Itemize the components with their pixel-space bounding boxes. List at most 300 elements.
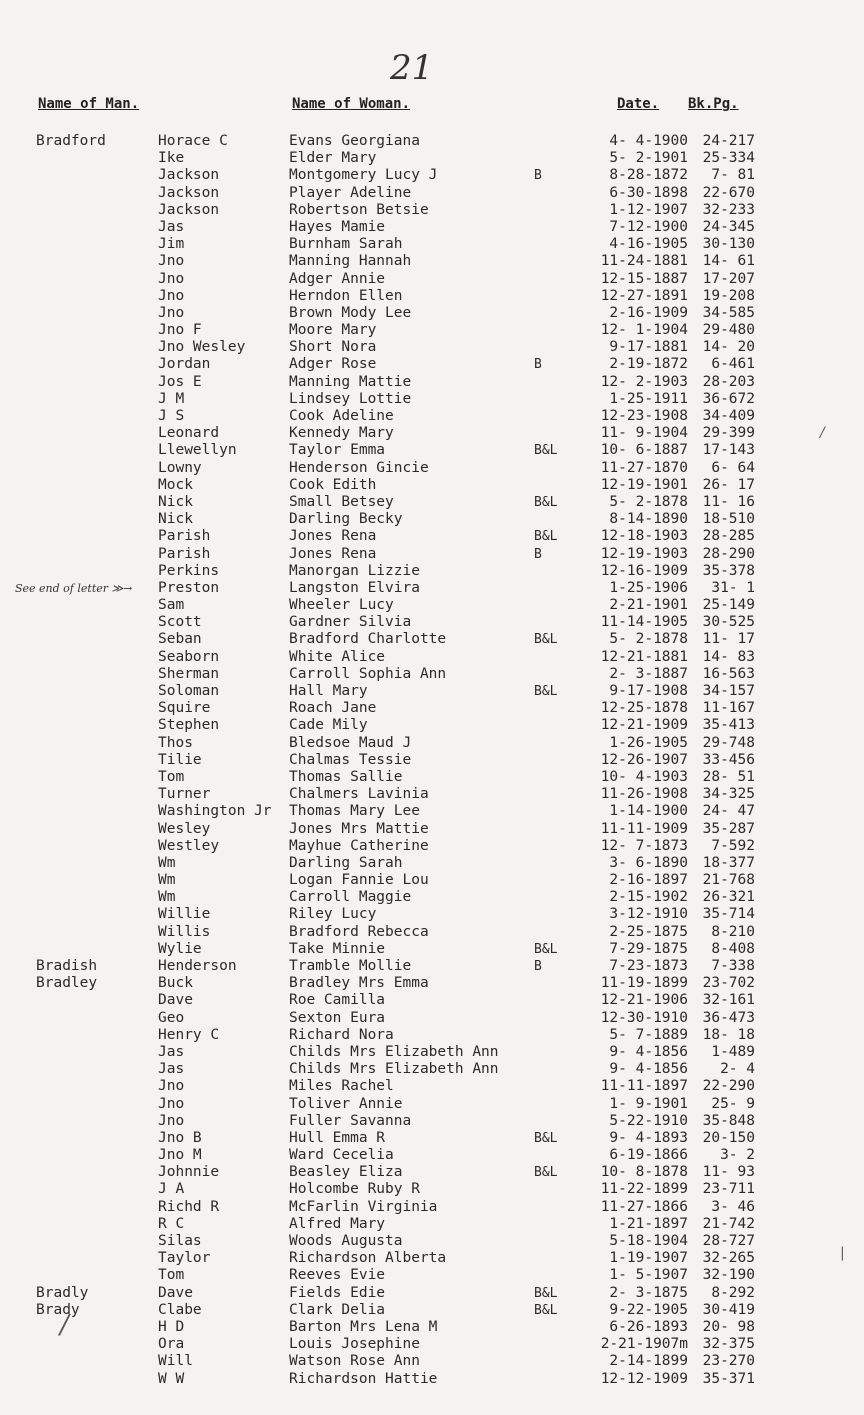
row-given-name: Scott — [158, 614, 202, 631]
record-row — [0, 1353, 864, 1370]
row-book-page: 14- 20 — [702, 339, 755, 356]
row-given-name: Thos — [158, 734, 193, 751]
arrow-icon: ≫→ — [111, 582, 133, 596]
row-given-name: Jordan — [158, 356, 211, 373]
row-book-page: 24-217 — [702, 133, 755, 149]
row-date: 2-15-1902 — [609, 889, 688, 906]
row-book-page: 35-371 — [702, 1370, 755, 1387]
row-given-name: Jno F — [158, 322, 202, 339]
row-given-name: Wm — [158, 854, 176, 871]
row-given-name: Stephen — [158, 717, 220, 734]
row-woman-name: Jones Rena — [289, 528, 377, 545]
row-date: 12-19-1903 — [600, 545, 688, 562]
row-date: 12-26-1907 — [600, 751, 688, 768]
record-row — [0, 597, 864, 614]
row-woman-name: Mayhue Catherine — [289, 837, 429, 854]
row-date: 12- 2-1903 — [600, 373, 688, 390]
row-book-page: 21-768 — [702, 872, 755, 889]
record-list — [0, 133, 864, 1388]
record-row — [0, 425, 864, 442]
row-date: 12-12-1909 — [600, 1370, 688, 1387]
row-given-name: Taylor — [158, 1250, 211, 1267]
row-given-name: Westley — [158, 837, 220, 854]
row-book-page: 17-143 — [702, 442, 755, 459]
row-book-page: 33-456 — [702, 751, 755, 768]
pencil-mark: / — [820, 425, 825, 441]
row-date: 11-22-1899 — [600, 1181, 688, 1198]
row-woman-name: Montgomery Lucy J — [289, 167, 438, 184]
row-date: 9-22-1905 — [609, 1301, 688, 1318]
row-woman-name: Childs Mrs Elizabeth Ann — [289, 1061, 499, 1078]
row-book-page: 18-377 — [702, 854, 755, 871]
row-book-page: 7- 81 — [711, 167, 755, 184]
row-book-page: 3- 46 — [711, 1198, 755, 1215]
header-name-of-man: Name of Man. — [38, 96, 140, 112]
record-row — [0, 1078, 864, 1095]
row-woman-name: Hull Emma R — [289, 1129, 386, 1146]
row-given-name: Richd R — [158, 1198, 220, 1215]
row-mark: B&L — [534, 1165, 558, 1181]
row-date: 3- 6-1890 — [609, 854, 688, 871]
row-date: 11-27-1870 — [600, 459, 688, 476]
row-book-page: 28-290 — [702, 545, 755, 562]
record-row — [0, 1302, 864, 1319]
row-woman-name: Robertson Betsie — [289, 201, 429, 218]
row-given-name: Jno B — [158, 1129, 202, 1146]
row-woman-name: Sexton Eura — [289, 1009, 386, 1026]
row-given-name: Ike — [158, 150, 185, 167]
row-woman-name: Thomas Sallie — [289, 768, 403, 785]
row-book-page: 19-208 — [702, 287, 755, 304]
row-woman-name: Thomas Mary Lee — [289, 803, 420, 820]
row-woman-name: Holcombe Ruby R — [289, 1181, 420, 1198]
record-row — [0, 924, 864, 941]
row-woman-name: Louis Josephine — [289, 1336, 420, 1353]
record-row — [0, 992, 864, 1009]
row-given-name: Dave — [158, 992, 193, 1009]
row-given-name: Henry C — [158, 1026, 220, 1043]
row-date: 1-21-1897 — [609, 1215, 688, 1232]
row-given-name: Willis — [158, 923, 211, 940]
record-row — [0, 202, 864, 219]
record-row — [0, 1061, 864, 1078]
row-book-page: 35-287 — [702, 820, 755, 837]
row-given-name: Horace C — [158, 133, 228, 149]
row-woman-name: Childs Mrs Elizabeth Ann — [289, 1043, 499, 1060]
row-date: 5- 7-1889 — [609, 1026, 688, 1043]
record-row — [0, 167, 864, 184]
row-given-name: Perkins — [158, 562, 220, 579]
record-row — [0, 735, 864, 752]
row-date: 2-21-1907m — [600, 1336, 688, 1353]
row-book-page: 30-419 — [702, 1301, 755, 1318]
row-date: 12-23-1908 — [600, 408, 688, 424]
row-woman-name: Richardson Alberta — [289, 1250, 447, 1267]
row-date: 11- 9-1904 — [600, 425, 688, 442]
row-woman-name: Woods Augusta — [289, 1233, 403, 1249]
record-row — [0, 872, 864, 889]
row-date: 9- 4-1893 — [609, 1129, 688, 1146]
row-book-page: 35-848 — [702, 1112, 755, 1129]
row-book-page: 17-207 — [702, 270, 755, 287]
row-mark: B&L — [534, 1285, 558, 1301]
record-row — [0, 1164, 864, 1181]
row-given-name: J S — [158, 408, 185, 424]
row-given-name: Llewellyn — [158, 442, 237, 459]
row-date: 9-17-1881 — [609, 339, 688, 356]
row-date: 5- 2-1878 — [609, 493, 688, 510]
row-book-page: 7-592 — [711, 837, 755, 854]
row-mark: B&L — [534, 632, 558, 648]
row-date: 7-29-1875 — [609, 940, 688, 957]
row-date: 1-25-1911 — [609, 390, 688, 407]
row-date: 1-12-1907 — [609, 201, 688, 218]
row-date: 9- 4-1856 — [609, 1061, 688, 1078]
row-book-page: 11-167 — [702, 700, 755, 717]
row-given-name: Wm — [158, 872, 176, 889]
row-book-page: 22-670 — [702, 184, 755, 201]
row-book-page: 3- 2 — [720, 1147, 755, 1164]
row-book-page: 14- 83 — [702, 648, 755, 665]
row-date: 3-12-1910 — [609, 906, 688, 923]
row-given-name: W W — [158, 1370, 185, 1387]
row-date: 1- 5-1907 — [609, 1267, 688, 1284]
row-woman-name: Small Betsey — [289, 493, 394, 510]
row-book-page: 26- 17 — [702, 476, 755, 493]
row-woman-name: Darling Becky — [289, 511, 403, 528]
row-given-name: Nick — [158, 511, 193, 528]
row-woman-name: Hall Mary — [289, 683, 368, 699]
row-date: 6-26-1893 — [609, 1318, 688, 1335]
row-woman-name: Jones Mrs Mattie — [289, 820, 429, 837]
row-date: 1-19-1907 — [609, 1250, 688, 1267]
row-given-name: Jno — [158, 1112, 185, 1129]
record-row — [0, 786, 864, 803]
record-row — [0, 305, 864, 322]
row-book-page: 11- 16 — [702, 493, 755, 510]
row-woman-name: Chalmers Lavinia — [289, 786, 429, 803]
row-book-page: 28-285 — [702, 528, 755, 545]
row-woman-name: Miles Rachel — [289, 1078, 394, 1095]
row-woman-name: Player Adeline — [289, 184, 412, 201]
row-book-page: 25-334 — [702, 150, 755, 167]
row-date: 11-27-1866 — [600, 1198, 688, 1215]
row-woman-name: White Alice — [289, 648, 386, 665]
row-book-page: 34-157 — [702, 683, 755, 699]
record-row — [0, 442, 864, 459]
row-surname: Bradford — [36, 133, 106, 149]
row-surname: Brady — [36, 1301, 80, 1318]
row-surname: Bradley — [36, 975, 98, 992]
row-given-name: Nick — [158, 493, 193, 510]
row-woman-name: Elder Mary — [289, 150, 377, 167]
row-book-page: 7-338 — [711, 958, 755, 974]
page-number: 21 — [390, 48, 434, 88]
row-book-page: 6-461 — [711, 356, 755, 373]
row-given-name: J M — [158, 390, 185, 407]
row-woman-name: Moore Mary — [289, 322, 377, 339]
row-given-name: Wesley — [158, 820, 211, 837]
row-book-page: 8-408 — [711, 940, 755, 957]
row-date: 12-21-1881 — [600, 648, 688, 665]
row-woman-name: Burnham Sarah — [289, 236, 403, 253]
row-given-name: R C — [158, 1215, 185, 1232]
row-woman-name: Kennedy Mary — [289, 425, 394, 442]
row-book-page: 32-190 — [702, 1267, 755, 1284]
row-date: 10- 4-1903 — [600, 768, 688, 785]
row-book-page: 20-150 — [702, 1129, 755, 1146]
record-row — [0, 1027, 864, 1044]
row-given-name: J A — [158, 1181, 185, 1198]
row-date: 12-30-1910 — [600, 1009, 688, 1026]
row-date: 2-14-1899 — [609, 1353, 688, 1370]
row-given-name: Jackson — [158, 184, 220, 201]
record-row — [0, 717, 864, 734]
row-woman-name: Fuller Savanna — [289, 1112, 412, 1129]
record-row — [0, 1181, 864, 1198]
row-given-name: Clabe — [158, 1301, 202, 1318]
header-date: Date. — [617, 96, 660, 112]
row-date: 6-19-1866 — [609, 1147, 688, 1164]
record-row — [0, 855, 864, 872]
row-book-page: 35-378 — [702, 562, 755, 579]
row-given-name: Jim — [158, 236, 185, 253]
record-row — [0, 563, 864, 580]
row-book-page: 29-399 — [702, 425, 755, 442]
row-woman-name: Cade Mily — [289, 717, 368, 734]
row-book-page: 23-270 — [702, 1353, 755, 1370]
record-row — [0, 408, 864, 425]
row-date: 11-26-1908 — [600, 786, 688, 803]
row-mark: B — [534, 168, 542, 184]
row-given-name: Tom — [158, 768, 185, 785]
record-row — [0, 752, 864, 769]
row-woman-name: Carroll Maggie — [289, 889, 412, 906]
record-row — [0, 838, 864, 855]
row-book-page: 8-292 — [711, 1284, 755, 1301]
row-given-name: Jno — [158, 270, 185, 287]
row-woman-name: Manorgan Lizzie — [289, 562, 420, 579]
row-date: 12-18-1903 — [600, 528, 688, 545]
row-date: 2-21-1901 — [609, 597, 688, 614]
record-row — [0, 1336, 864, 1353]
row-date: 6-30-1898 — [609, 184, 688, 201]
pencil-mark: | — [840, 1245, 845, 1261]
row-book-page: 28- 51 — [702, 768, 755, 785]
record-row — [0, 339, 864, 356]
row-book-page: 11- 17 — [702, 631, 755, 648]
row-mark: B&L — [534, 1302, 558, 1318]
row-given-name: Squire — [158, 700, 211, 717]
row-given-name: Willie — [158, 906, 211, 923]
row-given-name: Jno — [158, 304, 185, 321]
row-date: 11-11-1897 — [600, 1078, 688, 1095]
row-book-page: 28-203 — [702, 373, 755, 390]
record-row — [0, 1044, 864, 1061]
row-date: 8-14-1890 — [609, 511, 688, 528]
record-row — [0, 1147, 864, 1164]
record-row — [0, 1250, 864, 1267]
row-given-name: Jno — [158, 253, 185, 270]
row-woman-name: Clark Delia — [289, 1301, 386, 1318]
row-date: 10- 6-1887 — [600, 442, 688, 459]
row-book-page: 23-702 — [702, 975, 755, 992]
row-woman-name: Adger Rose — [289, 356, 377, 373]
record-row — [0, 133, 864, 150]
row-given-name: Will — [158, 1353, 193, 1370]
row-given-name: Tilie — [158, 751, 202, 768]
row-given-name: Jas — [158, 218, 185, 235]
record-row — [0, 477, 864, 494]
row-book-page: 23-711 — [702, 1181, 755, 1198]
record-row — [0, 1267, 864, 1284]
row-woman-name: Wheeler Lucy — [289, 597, 394, 614]
record-row — [0, 580, 864, 597]
row-woman-name: Ward Cecelia — [289, 1147, 394, 1164]
row-given-name: Henderson — [158, 958, 237, 974]
row-woman-name: Cook Adeline — [289, 408, 394, 424]
header-name-of-woman: Name of Woman. — [292, 96, 411, 112]
row-woman-name: Watson Rose Ann — [289, 1353, 420, 1370]
row-mark: B&L — [534, 494, 558, 510]
row-given-name: Silas — [158, 1233, 202, 1249]
record-row — [0, 1199, 864, 1216]
row-given-name: Wylie — [158, 940, 202, 957]
record-row — [0, 546, 864, 563]
row-woman-name: Bledsoe Maud J — [289, 734, 412, 751]
record-row — [0, 322, 864, 339]
row-given-name: Jas — [158, 1061, 185, 1078]
row-given-name: Seaborn — [158, 648, 220, 665]
row-date: 2-19-1872 — [609, 356, 688, 373]
record-row — [0, 356, 864, 373]
row-book-page: 25- 9 — [711, 1095, 755, 1112]
row-book-page: 34-409 — [702, 408, 755, 424]
row-book-page: 35-714 — [702, 906, 755, 923]
row-book-page: 31- 1 — [711, 579, 755, 596]
row-date: 12- 1-1904 — [600, 322, 688, 339]
row-date: 12-15-1887 — [600, 270, 688, 287]
row-given-name: Seban — [158, 631, 202, 648]
row-book-page: 2- 4 — [720, 1061, 755, 1078]
record-row — [0, 391, 864, 408]
row-date: 7-12-1900 — [609, 218, 688, 235]
row-book-page: 24-345 — [702, 218, 755, 235]
record-row — [0, 528, 864, 545]
row-woman-name: Reeves Evie — [289, 1267, 386, 1284]
row-book-page: 29-480 — [702, 322, 755, 339]
row-mark: B — [534, 546, 542, 562]
record-row — [0, 769, 864, 786]
row-book-page: 36-672 — [702, 390, 755, 407]
record-row — [0, 821, 864, 838]
row-date: 11-11-1909 — [600, 820, 688, 837]
row-book-page: 28-727 — [702, 1233, 755, 1249]
row-date: 5-18-1904 — [609, 1233, 688, 1249]
record-row — [0, 649, 864, 666]
row-woman-name: Cook Edith — [289, 476, 377, 493]
record-row — [0, 631, 864, 648]
row-woman-name: Alfred Mary — [289, 1215, 386, 1232]
row-woman-name: Langston Elvira — [289, 579, 420, 596]
row-mark: B&L — [534, 684, 558, 699]
row-given-name: Jas — [158, 1043, 185, 1060]
row-given-name: Jno M — [158, 1147, 202, 1164]
row-book-page: 18-510 — [702, 511, 755, 528]
row-surname: Bradly — [36, 1284, 89, 1301]
row-given-name: Washington Jr — [158, 803, 272, 820]
row-given-name: Sherman — [158, 665, 220, 682]
row-woman-name: Bradley Mrs Emma — [289, 975, 429, 992]
row-book-page: 34-325 — [702, 786, 755, 803]
row-date: 11-14-1905 — [600, 614, 688, 631]
row-woman-name: Richard Nora — [289, 1026, 394, 1043]
row-date: 1-14-1900 — [609, 803, 688, 820]
row-date: 4- 4-1900 — [609, 133, 688, 149]
row-book-page: 32-233 — [702, 201, 755, 218]
record-row — [0, 1285, 864, 1302]
row-woman-name: Herndon Ellen — [289, 287, 403, 304]
row-woman-name: Taylor Emma — [289, 442, 386, 459]
record-row — [0, 288, 864, 305]
record-row — [0, 683, 864, 700]
row-book-page: 1-489 — [711, 1043, 755, 1060]
row-book-page: 32-265 — [702, 1250, 755, 1267]
row-given-name: Johnnie — [158, 1164, 220, 1181]
row-given-name: Parish — [158, 545, 211, 562]
row-woman-name: Roe Camilla — [289, 992, 386, 1009]
row-given-name: Parish — [158, 528, 211, 545]
row-book-page: 8-210 — [711, 923, 755, 940]
row-date: 2- 3-1887 — [609, 665, 688, 682]
row-date: 12- 7-1873 — [600, 837, 688, 854]
record-row — [0, 958, 864, 975]
record-row — [0, 1233, 864, 1250]
row-woman-name: Riley Lucy — [289, 906, 377, 923]
row-book-page: 35-413 — [702, 717, 755, 734]
row-given-name: Sam — [158, 597, 185, 614]
row-book-page: 14- 61 — [702, 253, 755, 270]
row-date: 1-26-1905 — [609, 734, 688, 751]
row-book-page: 25-149 — [702, 597, 755, 614]
row-book-page: 36-473 — [702, 1009, 755, 1026]
row-given-name: Jos E — [158, 373, 202, 390]
row-mark: B — [534, 959, 542, 974]
row-mark: B&L — [534, 443, 558, 459]
row-date: 12-21-1906 — [600, 992, 688, 1009]
row-given-name: Buck — [158, 975, 193, 992]
row-date: 5- 2-1878 — [609, 631, 688, 648]
row-date: 2- 3-1875 — [609, 1284, 688, 1301]
row-woman-name: Short Nora — [289, 339, 377, 356]
row-date: 2-16-1897 — [609, 872, 688, 889]
record-row — [0, 975, 864, 992]
row-date: 9-17-1908 — [609, 683, 688, 699]
record-row — [0, 666, 864, 683]
row-book-page: 30-525 — [702, 614, 755, 631]
row-book-page: 11- 93 — [702, 1164, 755, 1181]
row-given-name: Dave — [158, 1284, 193, 1301]
row-given-name: Jno — [158, 287, 185, 304]
row-book-page: 16-563 — [702, 665, 755, 682]
row-mark: B&L — [534, 529, 558, 545]
row-woman-name: Fields Edie — [289, 1284, 386, 1301]
row-book-page: 21-742 — [702, 1215, 755, 1232]
row-woman-name: Beasley Eliza — [289, 1164, 403, 1181]
record-row — [0, 185, 864, 202]
record-row — [0, 253, 864, 270]
row-book-page: 18- 18 — [702, 1026, 755, 1043]
